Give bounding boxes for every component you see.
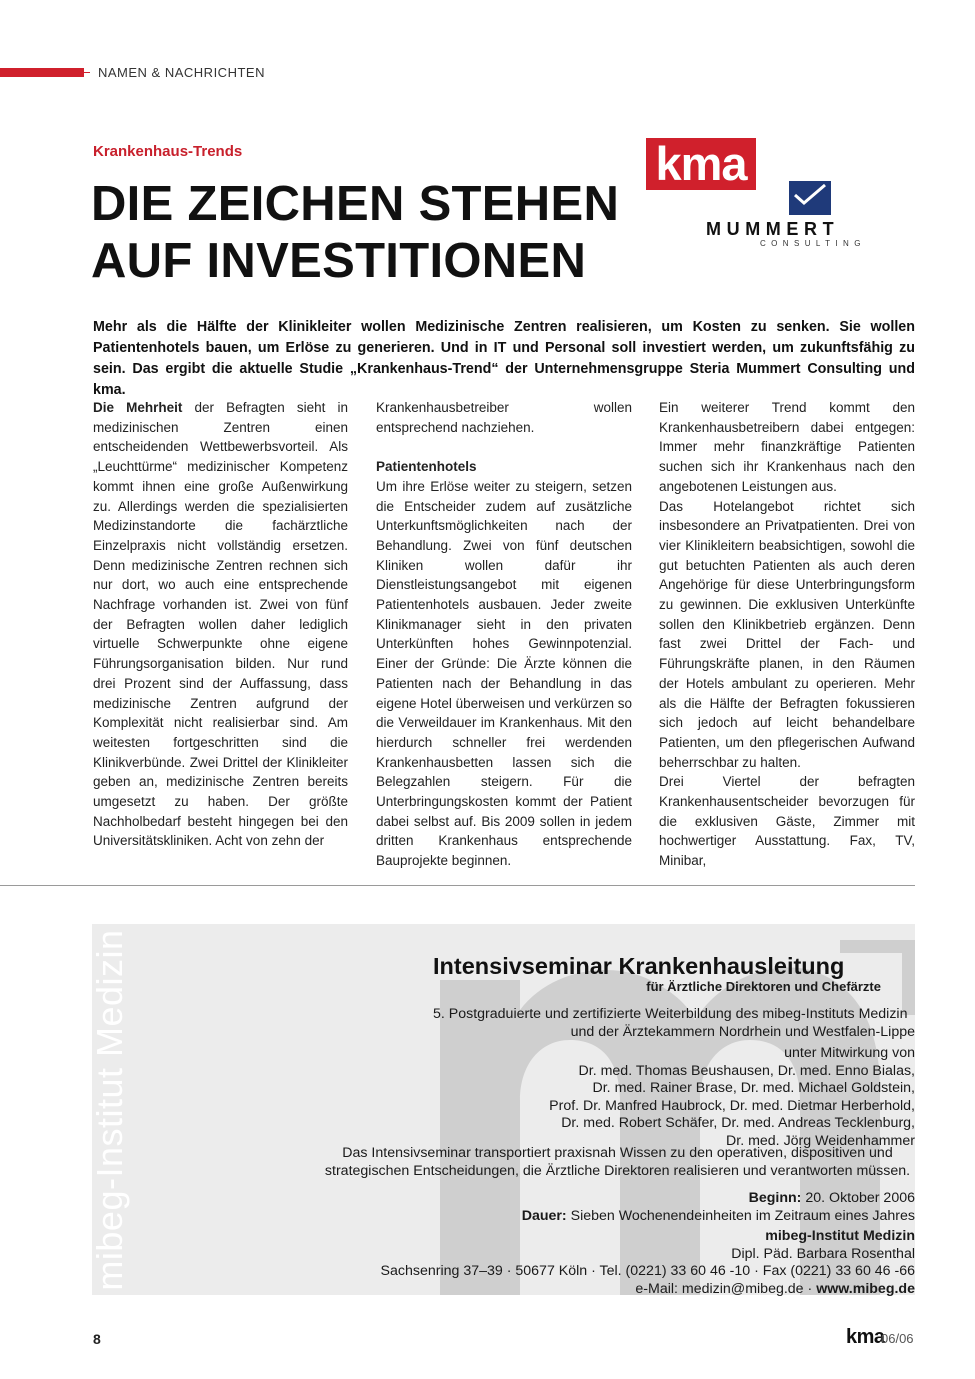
article-column-1 [93, 398, 348, 851]
subheading-patientenhotels: Patientenhotels [376, 459, 477, 475]
lead-in: Die Mehrheit [93, 400, 183, 415]
footer-brand: kma [846, 1326, 885, 1348]
ad-desc-2: strategischen Entscheidungen, die Ärztliche Direktoren realisieren und verantworten müssen. [324, 1162, 911, 1179]
mummert-wordmark: MUMMERT [706, 219, 840, 239]
column-3-para-3: Drei Viertel der befragten Krankenhausentscheider bevorzugen für die exklusiven Gäste, Zimmer mit hochwertiger Ausstattung. Fax, TV, Minibar, [659, 774, 915, 869]
ad-web-link[interactable]: www.mibeg.de [816, 1280, 915, 1297]
ad-mitwirkung: unter Mitwirkung von [784, 1045, 915, 1061]
column-1-text: der Befragten sieht in medizinischen Zentren einen entscheidenden Wettbewerbsvorteil. Als „Leuchttürme“ medizinischer Kompetenz kommt ihnen eine große Außenwirkung zu. Allerdings werden die spezialisierten Medizinstandorte die fachärztliche Einzelpraxis nicht vollständig ersetzen. Denn medizinische Zentren rechnen sich nur dort, wo auch eine entsprechende Nachfrage vorhanden ist. Zwei von fünf der Befragten wollen daher lediglich virtuelle Schwerpunkte ohne eigene Führungsorganisation bilden. Nur rund drei Prozent sind der Auffassung, dass medizinische Zentren aufgrund der Komplexität nicht realisierbar sind. Am weitesten fortgeschritten sind die Klinikverbünde. Zwei Drittel der Klinikleiter geben an, medizinische Zentren bereits umgesetzt zu haben. Der größte Nachholbedarf besteht hingegen bei den Universitätskliniken. Acht von zehn der [93, 400, 348, 849]
column-2-text: Um ihre Erlöse weiter zu steigern, setzen die Entscheider zudem auf zusätzliche Unterkunftsmöglichkeiten nach der Behandlung. Zwei von fünf deutschen Kliniken wollen dafür ihr Dienstleistungsangebot mit eigenen Patientenhotels ausbauen. Jeder zweite Klinikmanager sieht in den privaten Unterkünften hohes Gewinnpotenzial. Einer der Gründe: Die Ärzte können die Patienten nach der Behandlung in das eigene Hotel überweisen und verkürzen so die Verweildauer im Krankenhaus. Mit den hierdurch schneller frei werdenden Krankenhausbetten lassen sich die Belegzahlen steigern. Für die Unterbringungskosten kommt der Patient dabei selbst auf. Bis 2009 sollen in jedem dritten Krankenhaus entsprechende Bauprojekte beginnen. [376, 478, 632, 869]
ad-separator [0, 885, 915, 886]
page-number: 8 [93, 1331, 101, 1347]
column-2-top: Krankenhausbetreiber wollen entsprechend nachziehen. [376, 400, 632, 435]
ad-desc-1: Das Intensivseminar transportiert praxisnah Wissen zu den operativen, dispositiven und [342, 1145, 893, 1161]
article-column-2 [376, 398, 632, 871]
mummert-logo-icon [789, 181, 831, 215]
headline-line-1: DIE ZEICHEN STEHEN [91, 177, 620, 231]
article-headline [91, 176, 651, 290]
ad-program-info [433, 1006, 915, 1041]
ad-contact [315, 1228, 915, 1298]
column-3-para-2: Das Hotelangebot richtet sich insbesondere an Privatpatienten. Drei von vier Klinikleitern beabsichtigen, sowohl die gut betuchten Patienten als auch deren Angehörige für diese Unterbringungsform zu gewinnen. Die exklusiven Unterkünfte sollen den Klinikbetrieb ergänzen. Denn fast zwei Drittel der Fach- und Führungskräfte planen, in den Räumen der Hotels ambulant zu operieren. Mehr als die Hälfte der Befragten fokussieren sich jedoch auf leicht behandelbare Patienten, um den pflegerischen Aufwand beherrschbar zu halten. [659, 498, 915, 770]
ad-names-1: Dr. med. Thomas Beushausen, Dr. med. Enno Bialas, [578, 1062, 915, 1079]
section-rule [84, 72, 90, 73]
ad-address: Sachsenring 37–39 · 50677 Köln · Tel. (0221) 33 60 46 -10 · Fax (0221) 33 60 46 -66 [380, 1263, 915, 1279]
column-3-para-1: Ein weiterer Trend kommt den Krankenhausbetreibern dabei entgegen: Immer mehr finanzkräftige Patienten suchen sich ihr Krankenhaus nach den angebotenen Leistungen aus. [659, 400, 915, 494]
mummert-subline: CONSULTING [760, 239, 866, 248]
article-kicker: Krankenhaus-Trends [93, 143, 243, 160]
article-intro: Mehr als die Hälfte der Klinikleiter wollen Medizinische Zentren realisieren, um Kosten zu senken. Sie wollen Patientenhotels bauen, um Erlöse zu generieren. Und in IT und Personal soll investiert werden, um zukunftsfähig zu sein. Das ergibt die aktuelle Studie „Krankenhaus-Trend“ der Unternehmensgruppe Steria Mummert Consulting und kma. [93, 319, 915, 398]
ad-schedule [395, 1190, 915, 1225]
ad-line-2: und der Ärztekammern Nordrhein und Westfalen-Lippe [570, 1023, 915, 1040]
ad-vertical-text: mibeg-Institut Medizin [89, 929, 130, 1291]
ad-org-name: mibeg-Institut Medizin [765, 1228, 915, 1244]
ad-subtitle: für Ärztliche Direktoren und Chefärzte [646, 979, 881, 994]
section-label: NAMEN & NACHRICHTEN [98, 65, 265, 80]
ad-names-3: Prof. Dr. Manfred Haubrock, Dr. med. Dietmar Herberhold, [549, 1097, 915, 1114]
ad-names-5: Dr. med. Jörg Weidenhammer [726, 1132, 915, 1149]
ad-names-2: Dr. med. Rainer Brase, Dr. med. Michael Goldstein, [592, 1080, 915, 1096]
footer-issue: 06/06 [881, 1331, 914, 1346]
ad-beginn: Beginn: 20. Oktober 2006 [748, 1190, 915, 1206]
ad-title: Intensivseminar Krankenhausleitung [433, 953, 845, 979]
ad-line-1: 5. Postgraduierte und zertifizierte Weiterbildung des mibeg-Instituts Medizin [433, 1006, 908, 1022]
article-column-3 [659, 398, 915, 871]
ad-dauer: Dauer: Sieben Wochenendeinheiten im Zeitraum eines Jahres [521, 1207, 915, 1224]
ad-names-4: Dr. med. Robert Schäfer, Dr. med. Andreas Tecklenburg, [561, 1115, 915, 1131]
ad-lecturers [395, 1045, 915, 1150]
ad-vertical-brand [89, 924, 130, 1295]
ad-contact-person: Dipl. Päd. Barbara Rosenthal [731, 1245, 915, 1262]
kma-logo: kma [646, 138, 756, 190]
ad-email[interactable]: e-Mail: medizin@mibeg.de · [635, 1280, 817, 1297]
headline-line-2: AUF INVESTITIONEN [91, 234, 587, 288]
section-color-bar [0, 68, 84, 77]
ad-email-web [315, 1281, 915, 1299]
ad-description [320, 1145, 915, 1180]
